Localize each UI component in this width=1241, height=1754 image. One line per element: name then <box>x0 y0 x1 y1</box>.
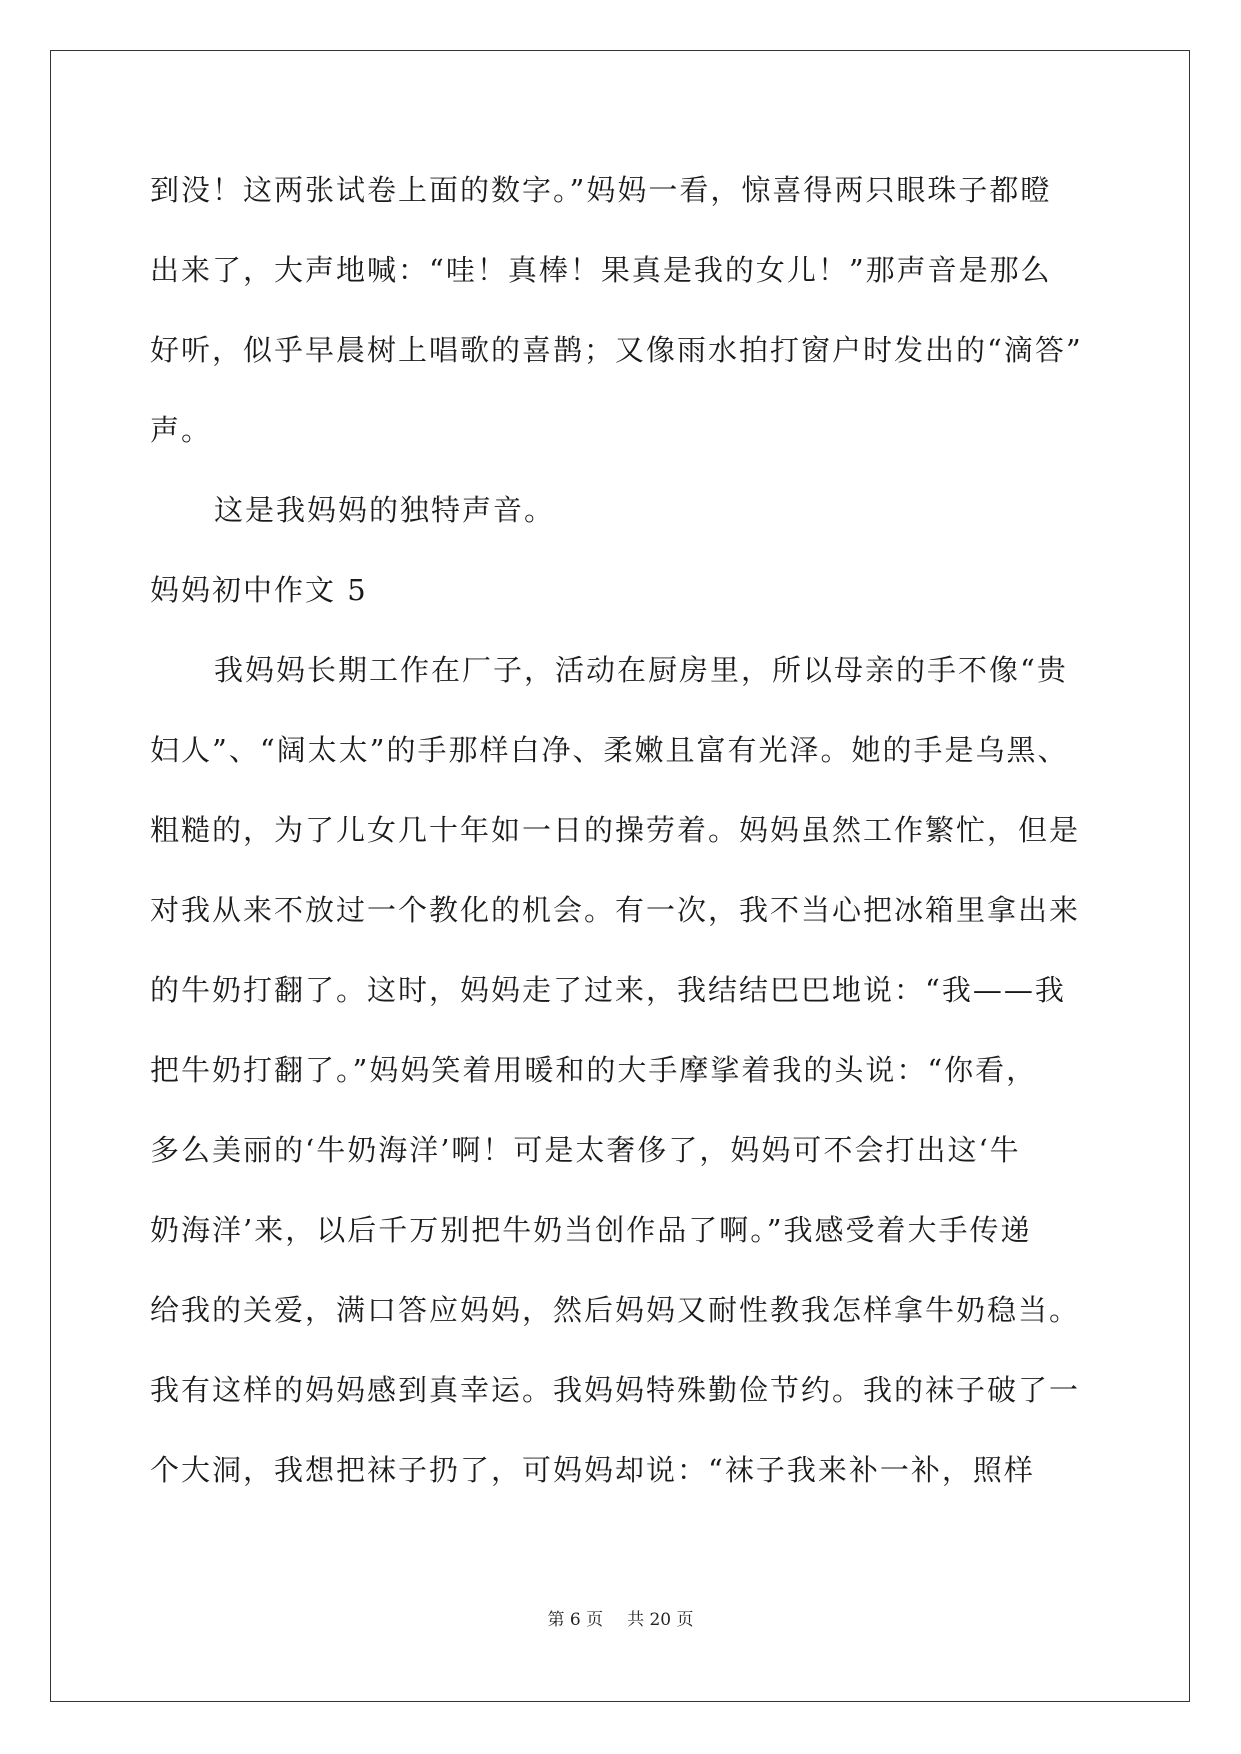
page-total: 共 20 页 <box>627 1610 694 1630</box>
text-line: 粗糙的，为了儿女几十年如一日的操劳着。妈妈虽然工作繁忙，但是 <box>150 813 1081 847</box>
document-body <box>150 160 1110 1520</box>
text-line: 个大洞，我想把袜子扔了，可妈妈却说：“袜子我来补一补，照样 <box>150 1453 1035 1487</box>
page-footer <box>0 1605 1241 1630</box>
page-number: 第 6 页 <box>547 1610 604 1630</box>
text-line: 到没！这两张试卷上面的数字。”妈妈一看，惊喜得两只眼珠子都瞪 <box>150 173 1052 207</box>
text-line: 妇人”、“阔太太”的手那样白净、柔嫩且富有光泽。她的手是乌黑、 <box>150 733 1069 767</box>
text-line: 好听，似乎早晨树上唱歌的喜鹊；又像雨水拍打窗户时发出的“滴答” <box>150 333 1083 367</box>
text-line: 这是我妈妈的独特声音。 <box>214 493 556 527</box>
section-heading: 妈妈初中作文 5 <box>150 573 368 607</box>
text-line: 奶海洋’来，以后千万别把牛奶当创作品了啊。”我感受着大手传递 <box>150 1213 1032 1247</box>
text-line: 给我的关爱，满口答应妈妈，然后妈妈又耐性教我怎样拿牛奶稳当。 <box>150 1293 1081 1327</box>
text-line: 我妈妈长期工作在厂子，活动在厨房里，所以母亲的手不像“贵 <box>214 653 1068 687</box>
text-line: 对我从来不放过一个教化的机会。有一次，我不当心把冰箱里拿出来 <box>150 893 1081 927</box>
text-line: 把牛奶打翻了。”妈妈笑着用暖和的大手摩挲着我的头说：“你看， <box>150 1053 1038 1087</box>
text-line: 我有这样的妈妈感到真幸运。我妈妈特殊勤俭节约。我的袜子破了一 <box>150 1373 1081 1407</box>
text-line: 声。 <box>150 413 213 447</box>
text-line: 出来了，大声地喊：“哇！真棒！果真是我的女儿！”那声音是那么 <box>150 253 1052 287</box>
text-line: 多么美丽的‘牛奶海洋’啊！可是太奢侈了，妈妈可不会打出这‘牛 <box>150 1133 1021 1167</box>
text-line: 的牛奶打翻了。这时，妈妈走了过来，我结结巴巴地说：“我——我 <box>150 973 1066 1007</box>
